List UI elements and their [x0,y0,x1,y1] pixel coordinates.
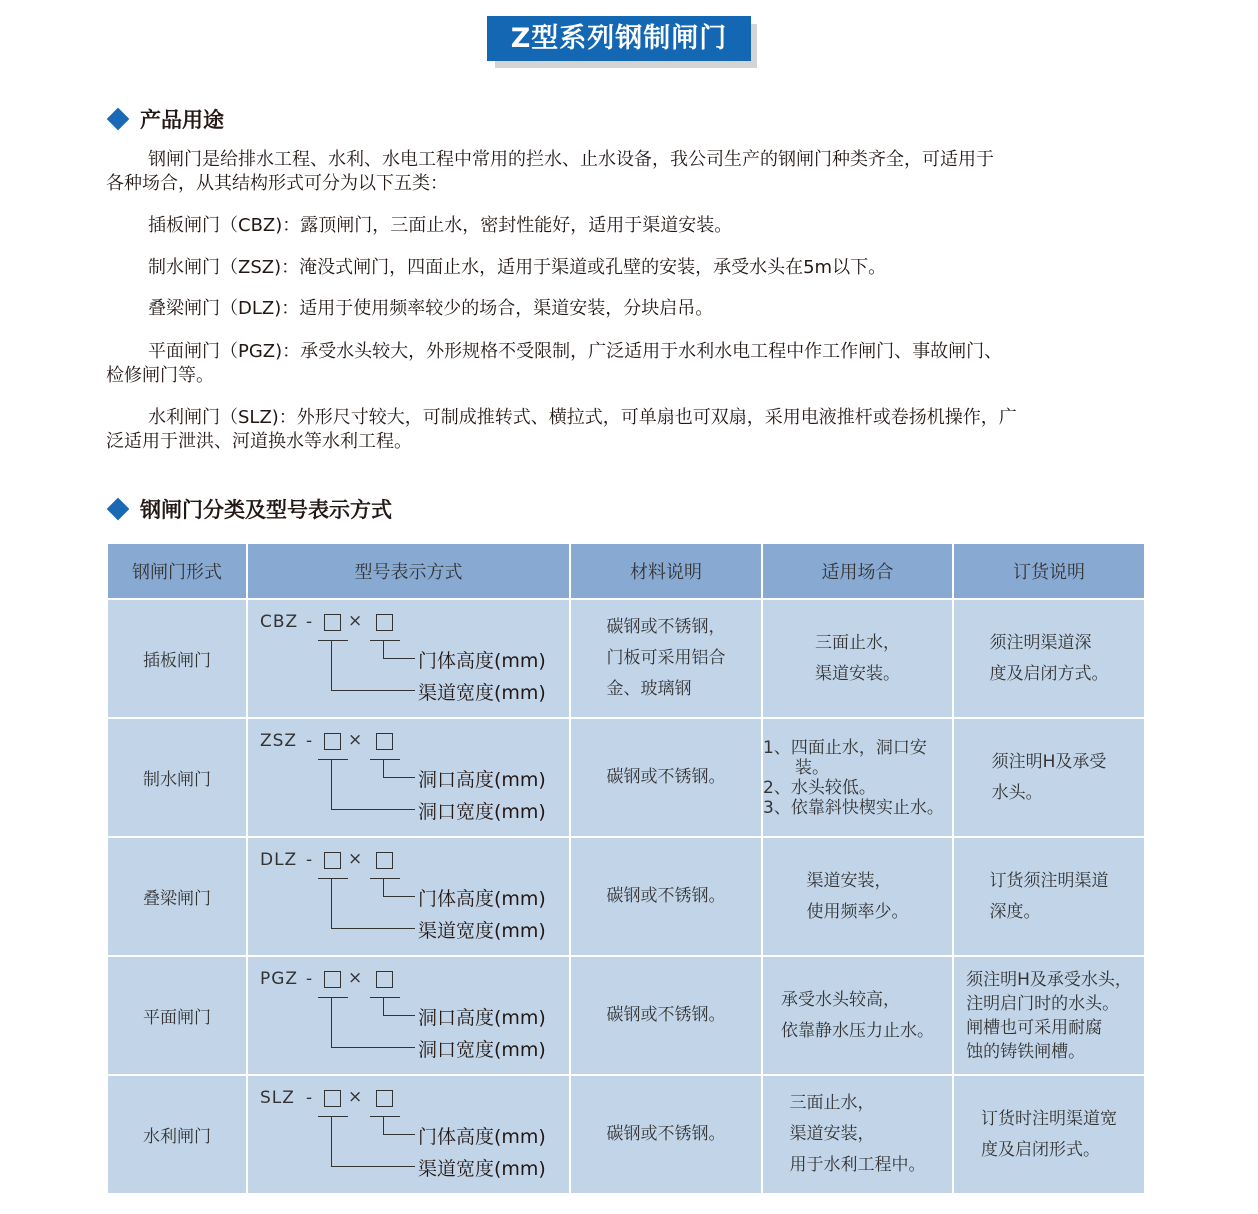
bracket-line [370,997,400,998]
model-code: PGZ [260,968,299,989]
intro-paragraph-cont [106,172,1146,196]
placeholder-box-width [324,1090,341,1107]
section-title: 钢闸门分类及型号表示方式 [140,498,392,522]
model-code: SLZ [260,1087,295,1108]
width-label: 渠道宽度(mm) [418,681,546,704]
usage-line: 依靠静水压力止水。 [781,1020,934,1041]
order-line: 订货时注明渠道宽 [981,1108,1117,1129]
model-notation-cell [247,1075,570,1194]
usage-line: 渠道安装， [789,1124,875,1144]
leader-line [331,759,332,809]
column-header: 适用场合 [762,543,953,599]
column-header: 材料说明 [570,543,762,599]
leader-line [383,640,384,658]
width-label: 洞口宽度(mm) [418,1038,546,1061]
usage-line: 渠道安装。 [815,663,900,684]
order-line: 水头。 [991,782,1043,803]
usage-cell [762,1075,953,1194]
times-sign: × [348,967,363,988]
placeholder-box-height [376,1090,393,1107]
leader-line [383,878,384,896]
model-diagram [260,842,580,952]
height-label: 门体高度(mm) [418,1125,546,1148]
table-row [107,718,1145,837]
model-dash: - [306,849,314,870]
leader-line [383,658,415,659]
material-cell [570,599,762,718]
order-line: 注明启门时的水头。 [966,993,1120,1014]
model-dash: - [306,968,314,989]
gate-type-cbz: 插板闸门（CBZ)：露顶闸门，三面止水，密封性能好，适用于渠道安装。 [148,215,733,236]
order-line: 订货须注明渠道 [989,870,1109,891]
model-dash: - [306,1087,314,1108]
order-note-cell [953,956,1145,1075]
order-line: 深度。 [989,901,1041,922]
material-line: 金、玻璃钢 [606,679,692,699]
model-diagram [260,961,580,1071]
bracket-line [318,997,348,998]
table-row [107,956,1145,1075]
order-note-cell [953,599,1145,718]
material-cell [570,837,762,956]
leader-line [331,809,415,810]
material-line: 碳钢或不锈钢。 [606,886,726,906]
intro-line-1: 钢闸门是给排水工程、水利、水电工程中常用的拦水、止水设备，我公司生产的钢闸门种类齐全，可适用于 [148,149,994,170]
intro-line-2: 各种场合，从其结构形式可分为以下五类： [106,173,448,194]
usage-cell [762,718,953,837]
bracket-line [318,640,348,641]
times-sign: × [348,610,363,631]
times-sign: × [348,1086,363,1107]
order-line: 须注明渠道深 [989,632,1092,653]
gate-type-cell: 插板闸门 [107,599,247,718]
leader-line [383,896,415,897]
bracket-line [370,878,400,879]
leader-line [331,690,415,691]
gate-type-pgz: 平面闸门（PGZ)：承受水头较大，外形规格不受限制，广泛适用于水利水电工程中作工作闸门、事故闸门、 [148,341,1003,362]
leader-line [331,640,332,690]
usage-cell [762,599,953,718]
height-label: 门体高度(mm) [418,649,546,672]
usage-line: 承受水头较高， [781,989,900,1010]
gate-type-cell: 叠梁闸门 [107,837,247,956]
leader-line [331,928,415,929]
gate-type-cell: 水利闸门 [107,1075,247,1194]
model-code: DLZ [260,849,298,870]
intro-paragraph [106,148,1146,172]
gate-type-zsz: 制水闸门（ZSZ)：淹没式闸门，四面止水，适用于渠道或孔壁的安装，承受水头在5m以下。 [148,257,887,278]
page-title: Z型系列钢制闸门 [487,16,751,61]
gate-type-cell: 平面闸门 [107,956,247,1075]
material-line: 碳钢或不锈钢。 [606,1124,726,1144]
usage-list-item: 1、四面止水，洞口安装。 [763,737,927,778]
height-label: 洞口高度(mm) [418,1006,546,1029]
bracket-line [318,1116,348,1117]
material-cell [570,718,762,837]
leader-line [331,878,332,928]
width-label: 渠道宽度(mm) [418,919,546,942]
order-note-cell [953,718,1145,837]
material-line: 碳钢或不锈钢。 [606,767,726,787]
model-notation-cell [247,599,570,718]
model-notation-cell [247,956,570,1075]
width-label: 洞口宽度(mm) [418,800,546,823]
usage-line: 使用频率少。 [806,901,909,922]
height-label: 门体高度(mm) [418,887,546,910]
usage-cell [762,956,953,1075]
placeholder-box-height [376,852,393,869]
table-header-row [107,543,1145,599]
bracket-line [370,640,400,641]
usage-line: 三面止水， [815,632,900,653]
model-notation-cell [247,718,570,837]
leader-line [331,1166,415,1167]
placeholder-box-width [324,733,341,750]
height-label: 洞口高度(mm) [418,768,546,791]
usage-line: 三面止水， [789,1093,875,1113]
leader-line [383,777,415,778]
column-header: 钢闸门形式 [107,543,247,599]
usage-line: 用于水利工程中。 [789,1155,926,1175]
times-sign: × [348,848,363,869]
placeholder-box-width [324,852,341,869]
bracket-line [318,878,348,879]
section-heading-classification [106,494,392,524]
order-note-cell [953,1075,1145,1194]
order-line: 度及启闭形式。 [981,1139,1100,1160]
times-sign: × [348,729,363,750]
gate-type-pgz-cont: 检修闸门等。 [106,365,214,386]
order-note-cell [953,837,1145,956]
model-code: ZSZ [260,730,298,751]
material-line: 碳钢或不锈钢。 [606,1005,726,1025]
leader-line [331,997,332,1047]
column-header: 型号表示方式 [247,543,570,599]
order-line: 须注明H及承受水头， [966,969,1132,990]
leader-line [331,1047,415,1048]
gate-type-slz-cont: 泛适用于泄洪、河道换水等水利工程。 [106,431,412,452]
model-diagram [260,1080,580,1190]
leader-line [331,1116,332,1166]
model-dash: - [306,611,314,632]
usage-list-item: 3、依靠斜快楔实止水。 [763,797,944,818]
gate-type-dlz: 叠梁闸门（DLZ)：适用于使用频率较少的场合，渠道安装，分块启吊。 [148,298,714,319]
gate-spec-table [106,542,1146,1195]
usage-list-item: 2、水头较低。 [763,777,876,798]
table-row [107,599,1145,718]
leader-line [383,1134,415,1135]
page-title-banner [487,16,757,66]
table-row [107,837,1145,956]
diamond-bullet-icon [107,108,130,131]
leader-line [383,759,384,777]
placeholder-box-width [324,614,341,631]
leader-line [383,1116,384,1134]
placeholder-box-width [324,971,341,988]
placeholder-box-height [376,733,393,750]
usage-cell [762,837,953,956]
placeholder-box-height [376,614,393,631]
section-heading-usage [106,104,224,134]
leader-line [383,997,384,1015]
diamond-bullet-icon [107,498,130,521]
model-diagram [260,604,580,714]
model-dash: - [306,730,314,751]
model-notation-cell [247,837,570,956]
material-cell [570,1075,762,1194]
order-line: 蚀的铸铁闸槽。 [966,1041,1086,1062]
material-cell [570,956,762,1075]
order-line: 度及启闭方式。 [989,663,1109,684]
section-title: 产品用途 [140,108,224,132]
column-header: 订货说明 [953,543,1145,599]
leader-line [383,1015,415,1016]
order-line: 须注明H及承受 [991,751,1107,772]
model-diagram [260,723,580,833]
material-line: 碳钢或不锈钢， [606,617,726,637]
bracket-line [370,759,400,760]
bracket-line [370,1116,400,1117]
gate-type-cell: 制水闸门 [107,718,247,837]
order-line: 闸槽也可采用耐腐 [966,1017,1103,1038]
material-line: 门板可采用铝合 [606,648,726,668]
width-label: 渠道宽度(mm) [418,1157,546,1180]
model-code: CBZ [260,611,299,632]
gate-type-slz: 水利闸门（SLZ)：外形尺寸较大，可制成推转式、横拉式，可单扇也可双扇，采用电液推杆或卷扬机操作，广 [148,407,1017,428]
bracket-line [318,759,348,760]
placeholder-box-height [376,971,393,988]
usage-line: 渠道安装， [806,870,892,891]
table-row [107,1075,1145,1194]
